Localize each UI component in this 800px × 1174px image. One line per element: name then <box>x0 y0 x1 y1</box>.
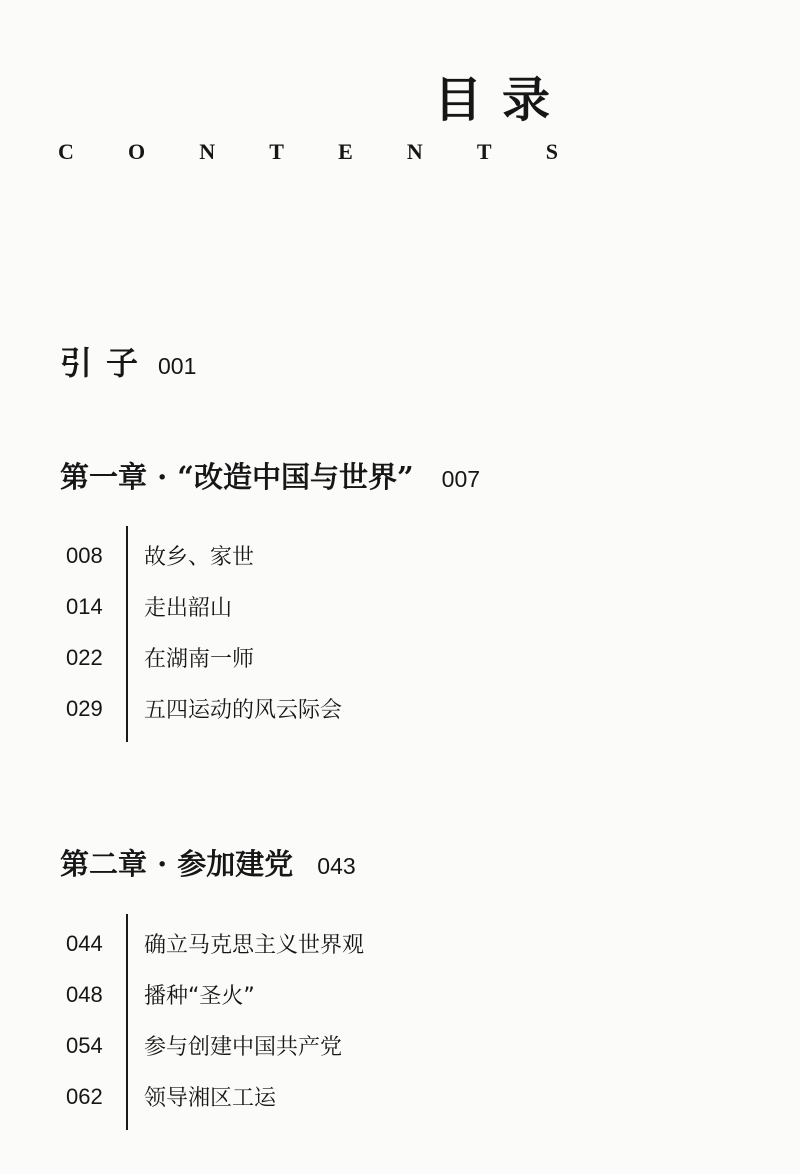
section-page-number: 044 <box>66 930 103 956</box>
chapter-2-page-number: 043 <box>317 853 356 879</box>
section-row[interactable] <box>66 918 364 969</box>
section-page-number: 048 <box>66 981 103 1007</box>
chapter-1-entry[interactable] <box>60 455 480 496</box>
contents-heading <box>58 141 558 163</box>
chapter-1-title: 第一章 · “改造中国与世界” <box>60 460 414 494</box>
section-row[interactable] <box>66 530 342 581</box>
section-title: 故乡、家世 <box>144 545 255 570</box>
contents-letter: N <box>406 139 423 164</box>
chapter-1-page-number: 007 <box>441 466 481 492</box>
section-title: 在湖南一师 <box>144 647 255 672</box>
section-title: 参与创建中国共产党 <box>144 1035 343 1060</box>
contents-letter: C <box>58 139 74 164</box>
section-row[interactable] <box>66 1020 364 1071</box>
section-title: 走出韶山 <box>144 596 233 621</box>
chapter-2-title: 第二章 · 参加建党 <box>60 847 294 881</box>
contents-letter: N <box>199 139 216 164</box>
section-page-number: 008 <box>66 542 103 568</box>
section-row[interactable] <box>66 632 342 683</box>
section-title: 领导湘区工运 <box>144 1086 277 1111</box>
section-title: 确立马克思主义世界观 <box>144 933 365 958</box>
intro-page-number: 001 <box>158 353 197 379</box>
section-page-number: 014 <box>66 593 103 619</box>
section-row[interactable] <box>66 683 342 734</box>
contents-letter: T <box>476 139 492 164</box>
section-page-number: 029 <box>66 695 103 721</box>
chapter-2-entry[interactable] <box>60 842 356 883</box>
chapter-2-section-list <box>66 918 364 1122</box>
section-row[interactable] <box>66 581 342 632</box>
page-title: 目录 <box>434 72 571 128</box>
contents-letter: S <box>545 139 558 164</box>
section-page-number: 062 <box>66 1083 103 1109</box>
section-page-number: 054 <box>66 1032 103 1058</box>
section-row[interactable] <box>66 1071 364 1122</box>
contents-letter: T <box>269 139 284 164</box>
section-title: 五四运动的风云际会 <box>144 698 343 723</box>
contents-letter: E <box>338 139 353 164</box>
intro-entry[interactable] <box>60 338 196 384</box>
section-title: 播种“圣火” <box>144 984 255 1009</box>
contents-letter: O <box>128 139 146 164</box>
intro-title: 引子 <box>60 344 153 382</box>
section-row[interactable] <box>66 969 364 1020</box>
chapter-1-section-list <box>66 530 342 734</box>
section-page-number: 022 <box>66 644 103 670</box>
